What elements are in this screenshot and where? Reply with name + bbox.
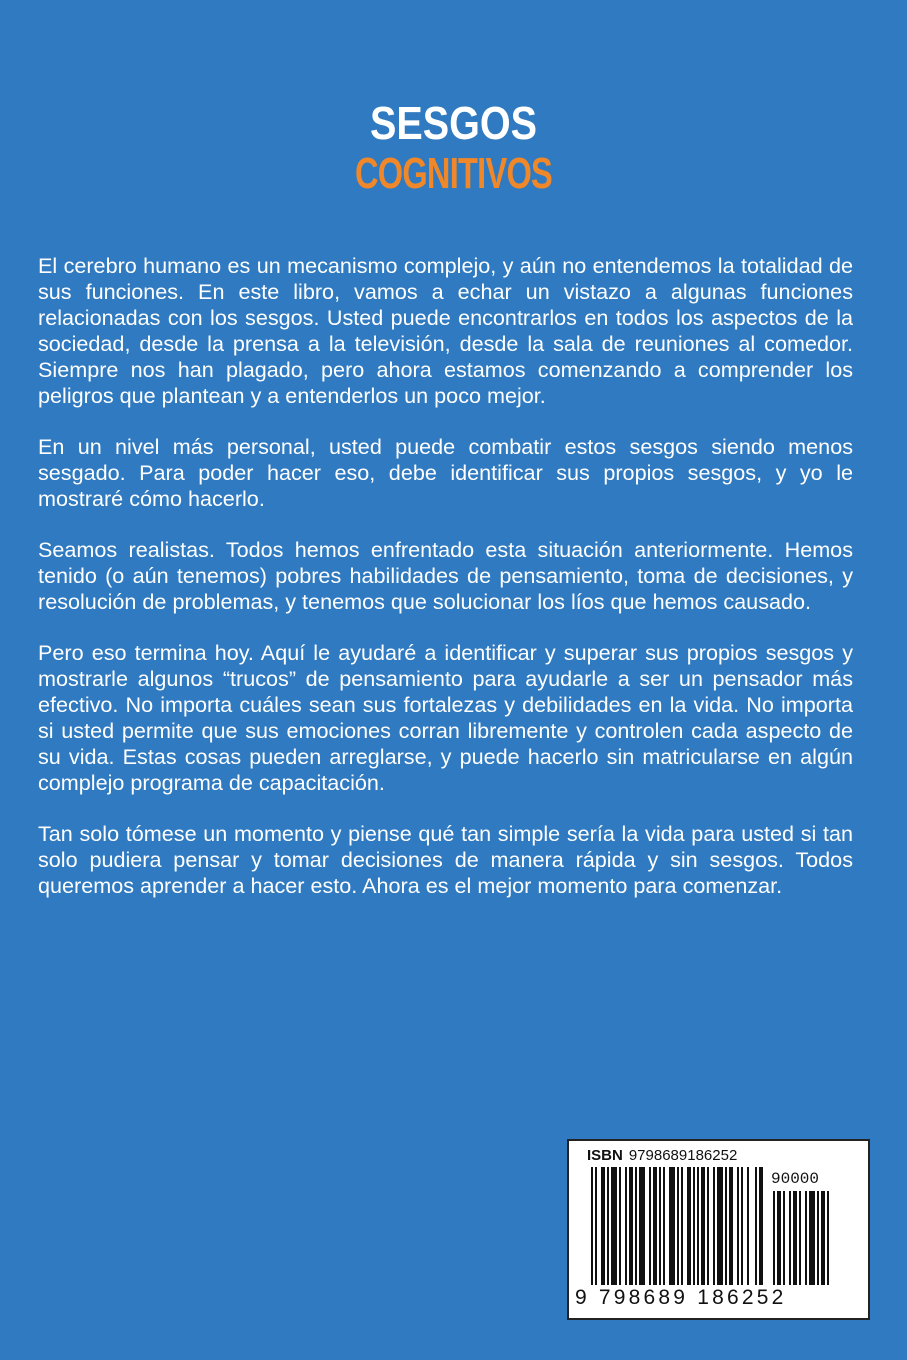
- title-line-2: COGNITIVOS: [354, 149, 553, 198]
- isbn-number: 9798689186252: [628, 1147, 738, 1164]
- blurb-paragraph: Pero eso termina hoy. Aquí le ayudaré a identificar y superar sus propios sesgos y mostrarle algunos “trucos” de pensamiento para ayudarle a ser un pensador más efectivo. No importa cuáles sean sus fortalezas y debilidades en la vida. No importa si usted permite que sus emociones corran libremente y controlen cada aspecto de su vida. Estas cosas pueden arreglarse, y puede hacerlo sin matricularse en algún complejo programa de capacitación.: [38, 640, 853, 795]
- blurb-paragraph: Tan solo tómese un momento y piense qué tan simple sería la vida para usted si tan solo pudiera pensar y tomar decisiones de manera rápida y sin sesgos. Todos queremos aprender a hacer esto. Ahora es el mejor momento para comenzar.: [38, 821, 853, 898]
- isbn-barcode: [567, 1139, 870, 1320]
- blurb-paragraph: El cerebro humano es un mecanismo complejo, y aún no entendemos la totalidad de sus funciones. En este libro, vamos a echar un vistazo a algunas funciones relacionadas con los sesgos. Usted puede encontrarlos en todos los aspectos de la sociedad, desde la prensa a la televisión, desde la sala de reuniones al comedor. Siempre nos han plagado, pero ahora estamos comenzando a comprender los peligros que plantean y a entenderlos un poco mejor.: [38, 253, 853, 408]
- barcode-digits: 9 798689 186252: [575, 1286, 787, 1309]
- isbn-text: [587, 1147, 737, 1164]
- barcode-addon-bars: [773, 1191, 845, 1287]
- title-line-1: SESGOS: [369, 97, 538, 149]
- blurb-paragraph: En un nivel más personal, usted puede combatir estos sesgos siendo menos sesgado. Para poder hacer eso, debe identificar sus propios sesgos, y yo le mostraré cómo hacerlo.: [38, 434, 853, 511]
- isbn-label: ISBN: [587, 1147, 623, 1164]
- price-code: 90000: [771, 1170, 820, 1188]
- blurb-paragraph: Seamos realistas. Todos hemos enfrentado esta situación anteriormente. Hemos tenido (o aún tenemos) pobres habilidades de pensamiento, toma de decisiones, y resolución de problemas, y tenemos que solucionar los líos que hemos causado.: [38, 537, 853, 614]
- blurb: [38, 253, 853, 924]
- barcode-bars: [591, 1167, 763, 1287]
